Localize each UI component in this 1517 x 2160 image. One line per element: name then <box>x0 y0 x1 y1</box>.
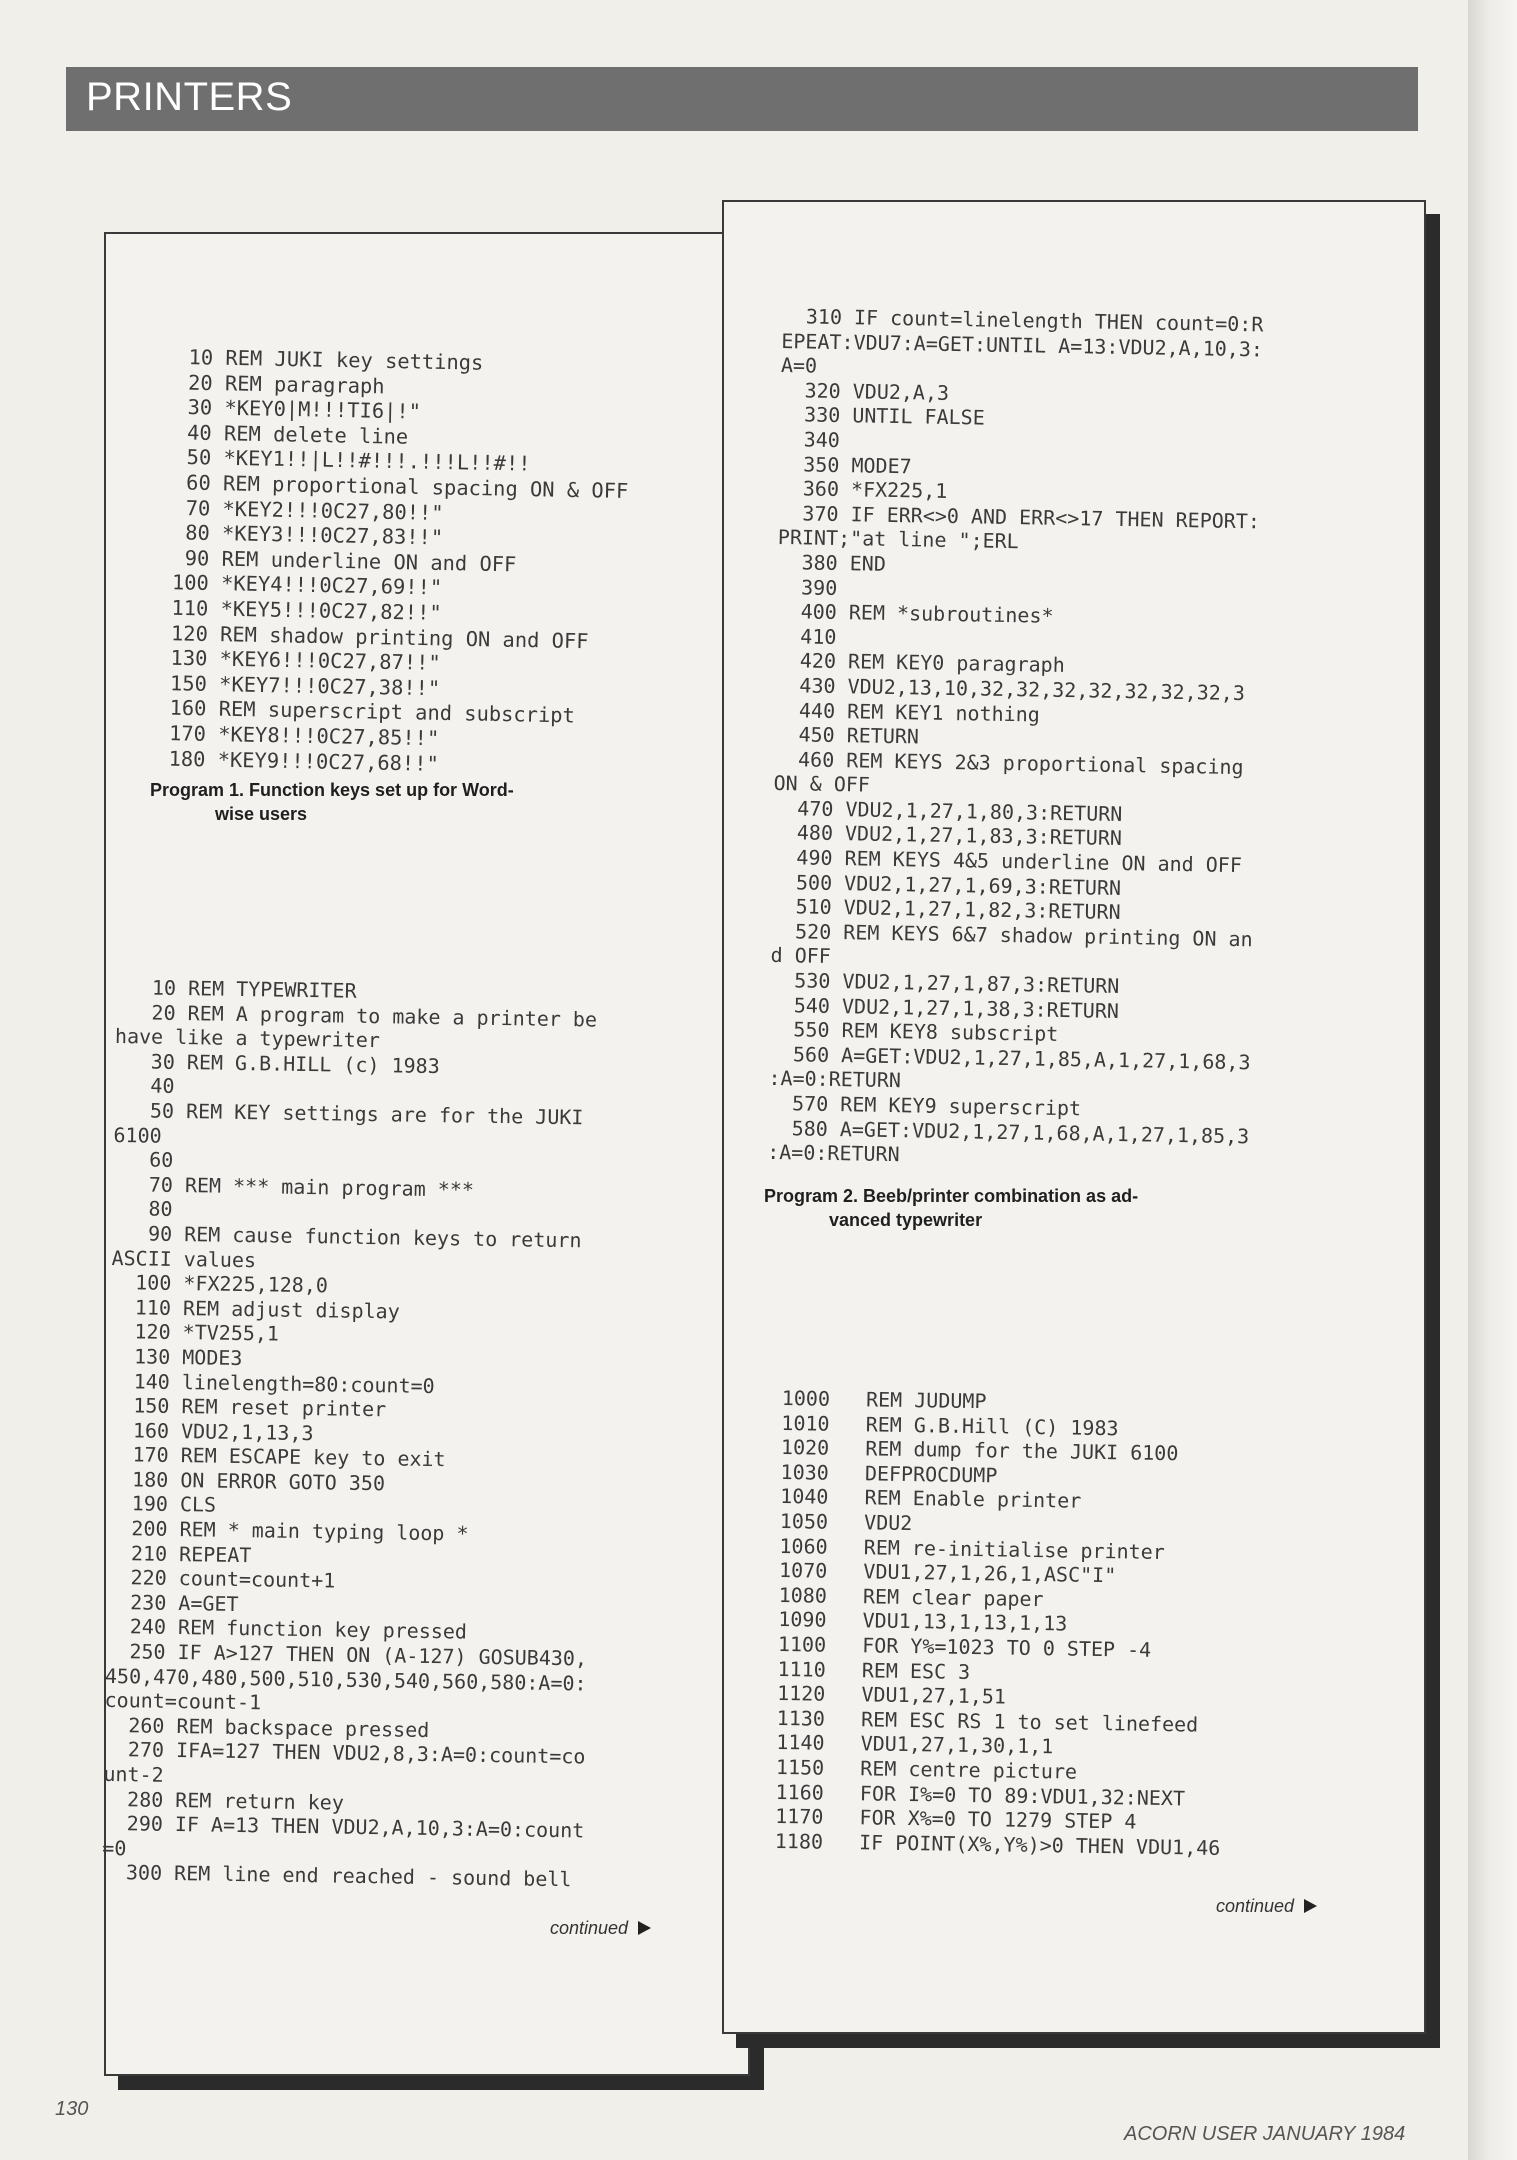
program2-listing: 310 IF count=linelength THEN count=0:R EPEAT:VDU7:A=GET:UNTIL A=13:VDU2,A,10,3: A=0 320 VDU2,A,3 330 UNTIL FALSE 340 350 MODE7 360 *FX225,1 370 IF ERR<>0 AND ERR<>17 THEN REPORT: PRINT;"at line ";ERL 380 END 390 400 REM *subroutines* 410 420 REM KEY0 paragraph 430 VDU2,13,10,32,32,32,32,32,32,32,3 440 REM KEY1 nothing 450 RETURN 460 REM KEYS 2&3 proportional spacing ON & OFF 470 VDU2,1,27,1,80,3:RETURN 480 VDU2,1,27,1,83,3:RETURN 490 REM KEYS 4&5 underline ON and OFF 500 VDU2,1,27,1,69,3:RETURN 510 VDU2,1,27,1,82,3:RETURN 520 REM KEYS 6&7 shadow printing ON an d OFF 530 VDU2,1,27,1,87,3:RETURN 540 VDU2,1,27,1,38,3:RETURN 550 REM KEY8 subscript 560 A=GET:VDU2,1,27,1,85,A,1,27,1,68,3 :A=0:RETURN 570 REM KEY9 superscript 580 A=GET:VDU2,1,27,1,68,A,1,27,1,85,3 :A=0:RETURN <box>766 304 1264 1167</box>
program1-caption: Program 1. Function keys set up for Word- wise users <box>150 780 514 824</box>
typewriter-listing: 10 REM TYPEWRITER 20 REM A program to make a printer be have like a typewriter 30 REM G.B.HILL (c) 1983 40 50 REM KEY settings are for the JUKI 6100 60 70 REM *** main program *** 80 90 REM cause function keys to return ASCII values 100 *FX225,128,0 110 REM adjust display 120 *TV255,1 130 MODE3 140 linelength=80:count=0 150 REM reset printer 160 VDU2,1,13,3 170 REM ESCAPE key to exit 180 ON ERROR GOTO 350 190 CLS 200 REM * main typing loop * 210 REPEAT 220 count=count+1 230 A=GET 240 REM function key pressed 250 IF A>127 THEN ON (A-127) GOSUB430, 450,470,480,500,510,530,540,560,580:A=0: count=count-1 260 REM backspace pressed 270 IFA=127 THEN VDU2,8,3:A=0:count=co unt-2 280 REM return key 290 IF A=13 THEN VDU2,A,10,3:A=0:count =0 300 REM line end reached - sound bell <box>101 975 598 1892</box>
left-listing-panel <box>101 232 750 2076</box>
page-number: 130 <box>55 2098 89 2120</box>
page-gutter <box>1468 0 1517 2160</box>
program1-listing: 10 REM JUKI key settings 20 REM paragraph 30 *KEY0|M!!!TI6|!" 40 REM delete line 50 *KEY1!!|L!!#!!!.!!!L!!#!! 60 REM proportional spacing ON & OFF 70 *KEY2!!!0C27,80!!" 80 *KEY3!!!0C27,83!!" 90 REM underline ON and OFF 100 *KEY4!!!0C27,69!!" 110 *KEY5!!!0C27,82!!" 120 REM shadow printing ON and OFF 130 *KEY6!!!0C27,87!!" 150 *KEY7!!!0C27,38!!" 160 REM superscript and subscript 170 *KEY8!!!0C27,85!!" 180 *KEY9!!!0C27,68!!" <box>143 344 629 776</box>
section-title: PRINTERS <box>86 75 293 119</box>
continued-note <box>1216 1896 1317 1917</box>
continued-note <box>550 1918 651 1939</box>
section-header <box>66 67 1418 131</box>
arrow-right-icon <box>638 1921 651 1935</box>
arrow-right-icon <box>1304 1899 1317 1913</box>
continued-label: continued <box>550 1918 629 1938</box>
program2-caption: Program 2. Beeb/printer combination as ad- vanced typewriter <box>764 1186 1139 1230</box>
judump-listing: 1000 REM JUDUMP 1010 REM G.B.Hill (C) 1983 1020 REM dump for the JUKI 6100 1030 DEFPROCDUMP 1040 REM Enable printer 1050 VDU2 1060 REM re-initialise printer 1070 VDU1,27,1,26,1,ASC"I" 1080 REM clear paper 1090 VDU1,13,1,13,1,13 1100 FOR Y%=1023 TO 0 STEP -4 1110 REM ESC 3 1120 VDU1,27,1,51 1130 REM ESC RS 1 to set linefeed 1140 VDU1,27,1,30,1,1 1150 REM centre picture 1160 FOR I%=0 TO 89:VDU1,32:NEXT 1170 FOR X%=0 TO 1279 STEP 4 1180 IF POINT(X%,Y%)>0 THEN VDU1,46 <box>774 1386 1221 1860</box>
right-listing-panel <box>722 200 1426 2034</box>
continued-label: continued <box>1216 1896 1295 1916</box>
publication-footer: ACORN USER JANUARY 1984 <box>1124 2123 1406 2145</box>
